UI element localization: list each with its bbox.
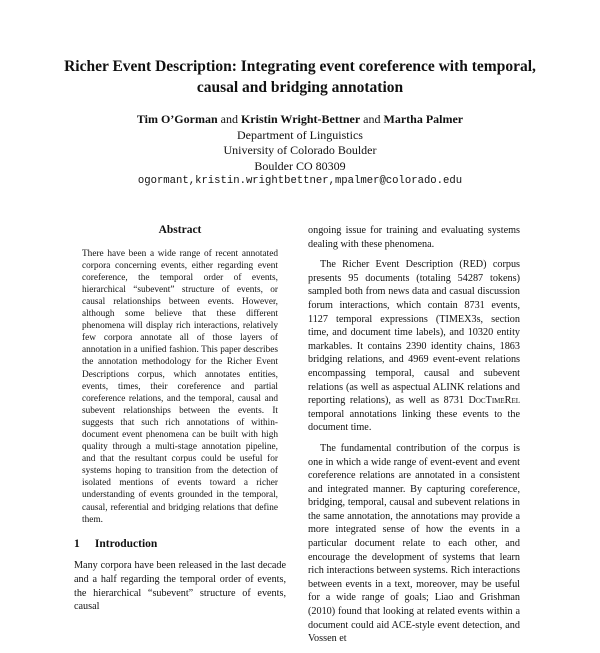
section-heading-introduction: [74, 538, 286, 552]
left-column: [74, 224, 286, 621]
p2-text-b: s, section time, and document time labels), and 10320 entity markables. It contains 2390 identity chains, 1863 bridging relations, and 4969 event-event relations encompassing temporal, causal and subevent relations (as well as aspectual ALINK relations and reporting relations), as well as 8731: [308, 313, 520, 407]
section-title: Introduction: [94, 537, 158, 550]
right-paragraph-2: [308, 258, 520, 435]
author-emails: ogormant,kristin.wrightbettner,mpalmer@colorado.edu: [137, 175, 463, 187]
p2-text-a: The Richer Event Description (RED) corpus presents 95 documents (totaling 54287 tokens) sampled both from news data and casual discussion forum interactions, which contain 8731 events, 1127 temporal expressions (: [308, 259, 520, 325]
p2-doctimerel: DocTimeRel: [468, 395, 520, 407]
title-line-1: Richer Event Description: Integrating event coreference with temporal,: [64, 58, 536, 75]
author-3: Martha Palmer: [383, 112, 464, 126]
p2-text-c: temporal annotations linking these events to the document time.: [308, 408, 520, 434]
paper-title: [60, 56, 540, 98]
section-number: 1: [74, 537, 80, 550]
author-names: [60, 112, 540, 128]
author-and-2: and: [363, 112, 381, 126]
p2-timex: TIMEX3: [439, 313, 477, 325]
abstract-body: There have been a wide range of recent annotated corpora concerning events, either regarding event coreference, the temporal order of events, hierarchical “subevent” structure of events, or causal relationships between events. However, although some believe that these different phenomena will display rich interactions, relatively few corpora annotate all of those layers of annotation in a unified fashion. This paper describes the annotation methodology for the Richer Event Descriptions corpus, which annotates entities, events, times, their coreference and partial coreference relations, and the temporal, causal and subevent relationships between the events. It suggests that such rich annotations of within-document event phenomena can be built with high quality through a multi-stage annotation pipeline, and that the resultant corpus could be useful for systems hoping to transition from the detection of isolated mentions of events toward a richer understanding of events grounded in the temporal, causal, referential and bridging relations that define them.: [82, 248, 278, 525]
abstract-heading: Abstract: [158, 224, 202, 236]
author-and-1: and: [220, 112, 238, 126]
intro-paragraph: Many corpora have been released in the last decade and a half regarding the temporal order of events, the hierarchical “subevent” structure of events, causal: [74, 560, 286, 613]
author-2: Kristin Wright-Bettner: [240, 112, 361, 126]
author-city: Boulder CO 80309: [254, 158, 346, 173]
author-department: Department of Linguistics: [237, 127, 363, 142]
right-paragraph-3: The fundamental contribution of the corpus is one in which a wide range of event-event and event coreference relations are annotated in a consistent and integrated manner. By capturing coreference, bridging, temporal, causal and subevent relations in the same annotation, the annotations may provide a more integrated sense of how the events in a particular document relate to each other, and encourage the development of systems that learn rich interactions between systems. Rich interactions between events in a text, moreover, may be useful for a wide range of goals; Liao and Grishman (2010) found that looking at related events within a document could aid ACE-style event detection, and Vossen et: [308, 442, 520, 645]
right-paragraph-1: ongoing issue for training and evaluating systems dealing with these phenomena.: [308, 225, 520, 250]
title-line-2: causal and bridging annotation: [196, 79, 404, 96]
right-column: [308, 224, 520, 653]
author-block: [60, 112, 540, 190]
author-university: University of Colorado Boulder: [223, 143, 377, 157]
author-1: Tim O’Gorman: [136, 112, 218, 126]
